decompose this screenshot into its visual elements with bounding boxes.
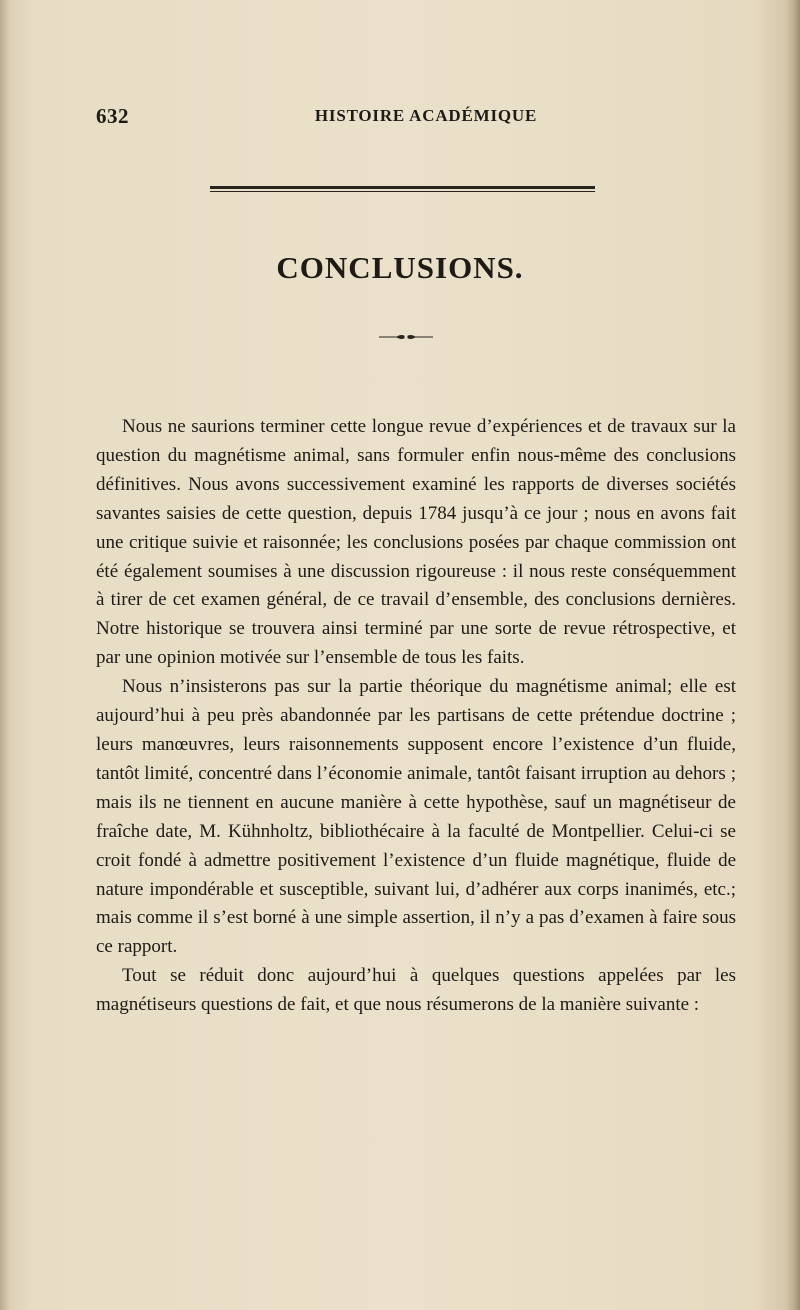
header-double-rule [210,186,595,192]
running-title: HISTOIRE ACADÉMIQUE [314,106,538,125]
page-right-edge [786,0,800,1310]
paragraph: Nous n’insisterons pas sur la partie théorique du magnétisme animal; elle est aujourd’hui à peu près abandonnée par les partisans de cette prétendue doctrine ; leurs manœuvres, leurs raisonnements supposent encore l’existence d’un fluide, tantôt limité, concentré dans l’économie animale, tantôt faisant irruption au dehors ; mais ils ne tiennent en aucune manière à cette hypothèse, sauf un magnétiseur de fraîche date, M. Kühnholtz, bibliothécaire à la faculté de Montpellier. Celui-ci se croit fondé à admettre positivement l’existence d’un fluide magnétique, fluide de nature impondérable et susceptible, suivant lui, d’adhérer aux corps inanimés, etc.; mais comme il s’est borné à une simple assertion, il n’y a pas d’examen à faire sous ce rapport. [96,676,736,958]
running-header [96,104,736,128]
paragraph: Nous ne saurions terminer cette longue revue d’expériences et de travaux sur la question du magnétisme animal, sans formuler enfin nous-même des conclusions définitives. Nous avons successivement examiné les rapports de diverses sociétés savantes saisies de cette question, depuis 1784 jusqu’à ce jour ; nous en avons fait une critique suivie et raisonnée; les conclusions posées par chaque commission ont été également soumises à une discussion rigoureuse : il nous reste conséquemment à tirer de cet examen général, de ce travail d’ensemble, des conclusions dernières. Notre historique se trouvera ainsi terminé par une sorte de revue rétrospective, et par une opinion motivée sur l’ensemble de tous les faits. [96,416,736,669]
paragraph: Tout se réduit donc aujourd’hui à quelques questions appelées par les magnétiseurs questions de fait, et que nous résumerons de la manière suivante : [96,965,736,1016]
page-number: 632 [96,104,129,128]
page-left-shadow [0,0,10,1310]
body-text [96,413,736,1020]
section-title: CONCLUSIONS. [276,250,524,285]
ornament-divider-icon [378,332,434,342]
